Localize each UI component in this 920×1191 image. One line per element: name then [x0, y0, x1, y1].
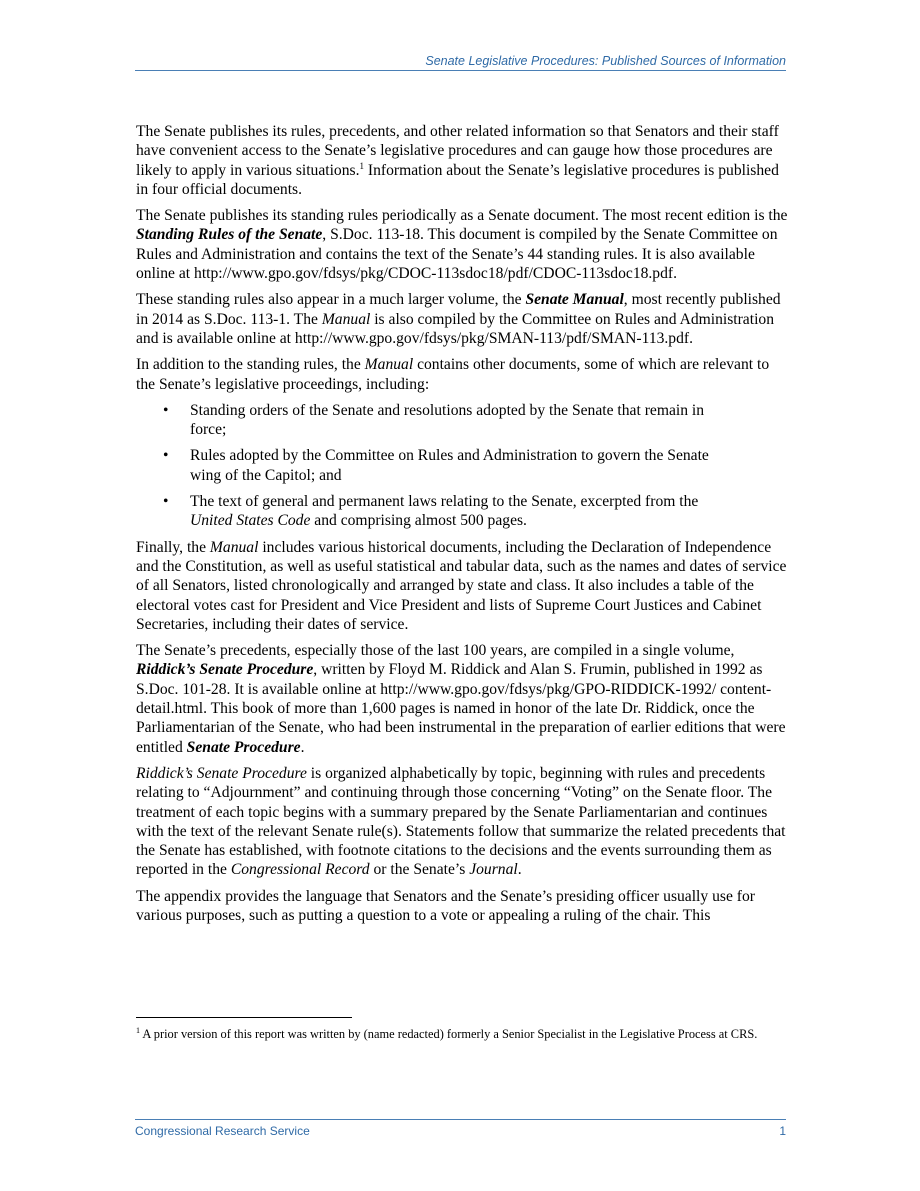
- bullet-text-a: The text of general and permanent laws relating to the Senate, excerpted from the: [190, 493, 699, 511]
- main-content: [136, 122, 788, 932]
- standing-rules-title: Standing Rules of the Senate: [136, 226, 323, 244]
- bullet-icon: •: [163, 493, 169, 511]
- p4-text-a: In addition to the standing rules, the: [136, 356, 365, 374]
- bullet-list: [136, 401, 788, 531]
- riddick-italic: Riddick’s Senate Procedure: [136, 764, 307, 782]
- usc-italic: United States Code: [190, 512, 311, 530]
- journal-italic: Journal: [469, 861, 518, 879]
- footnote-number: 1: [136, 1026, 140, 1035]
- p6-text-c: .: [300, 738, 305, 756]
- riddick-title: Riddick’s Senate Procedure: [136, 661, 314, 679]
- p7-text-a: is organized alphabetically by topic, beginning with rules and precedents relating to “Adjournment” and continuing through those concerning “Voting” on the Senate floor. The treatment of each topic begins with a summary prepared by the Senate Parliamentarian and continues with the text of the relevant Senate rule(s). Statements follow that summarize the related precedents that the Senate has established, with footnote citations to the decisions and the events surrounding them as reported in the: [136, 764, 786, 879]
- list-item: [136, 401, 788, 440]
- p1-text-a: The Senate publishes its rules, precedents, and other related information so that Senators and their staff have convenient access to the Senate’s legislative procedures and can gauge how those procedures are likely to apply in various situations.: [136, 123, 779, 179]
- p2-text-a: The Senate publishes its standing rules periodically as a Senate document. The most recent edition is the: [136, 207, 788, 225]
- manual-italic: Manual: [364, 356, 414, 374]
- list-item: [136, 492, 788, 531]
- paragraph-intro: [136, 122, 788, 199]
- p5-text-a: Finally, the: [136, 538, 210, 556]
- paragraph-precedents: [136, 641, 788, 757]
- running-title: Senate Legislative Procedures: Published Sources of Information: [425, 54, 786, 68]
- senate-manual-title: Senate Manual: [525, 291, 624, 309]
- congressional-record-italic: Congressional Record: [230, 861, 370, 879]
- p6-text-a: The Senate’s precedents, especially those of the last 100 years, are compiled in a single volume,: [136, 642, 735, 660]
- manual-italic: Manual: [209, 538, 259, 556]
- bullet-icon: •: [163, 447, 169, 465]
- paragraph-appendix: The appendix provides the language that Senators and the Senate’s presiding officer usually use for various purposes, such as putting a question to a vote or appealing a ruling of the chair. This: [136, 887, 755, 924]
- p3-text-a: These standing rules also appear in a much larger volume, the: [136, 291, 526, 309]
- manual-italic: Manual: [321, 310, 371, 328]
- bullet-icon: •: [163, 401, 169, 419]
- paragraph-manual-contents: [136, 355, 788, 394]
- p1-text-b: Information about the Senate’s legislative procedures is published in four official documents.: [136, 161, 779, 198]
- footer-publisher: Congressional Research Service: [135, 1124, 310, 1138]
- list-item: [136, 446, 788, 485]
- footnote-ref[interactable]: 1: [359, 160, 364, 171]
- p7-text-b: or the Senate’s: [369, 861, 470, 879]
- p5-text-b: includes various historical documents, including the Declaration of Independence and the Constitution, as well as useful statistical and tabular data, such as the names and dates of service of all Senators, listed chronologically and arranged by state and class. It also includes a table of the electoral votes cast for President and Vice President and lists of Supreme Court Justices and Cabinet Secretaries, including their dates of service.: [136, 538, 787, 633]
- running-header: [135, 54, 786, 71]
- senate-procedure-title: Senate Procedure: [186, 738, 301, 756]
- paragraph-historical: [136, 538, 788, 634]
- bullet-text: Rules adopted by the Committee on Rules and Administration to govern the Senate wing of the Capitol; and: [190, 447, 709, 484]
- footnote-divider: [136, 1017, 352, 1018]
- page-footer: [135, 1119, 786, 1138]
- bullet-text: Standing orders of the Senate and resolutions adopted by the Senate that remain in force;: [190, 401, 705, 439]
- paragraph-standing-rules: [136, 206, 788, 283]
- page-number: 1: [779, 1124, 786, 1138]
- p2-text-b: , S.Doc. 113-18. This document is compiled by the Senate Committee on Rules and Administration and contains the text of the Senate’s 44 standing rules. It is also available online at http://www.gpo.gov/fdsys/pkg/CDOC-113sdoc18/pdf/CDOC-113sdoc18.pdf.: [136, 226, 778, 283]
- p7-text-c: .: [517, 861, 522, 879]
- footnote: [136, 1027, 786, 1043]
- paragraph-organization: [136, 764, 788, 880]
- paragraph-senate-manual: [136, 290, 788, 348]
- bullet-text-b: and comprising almost 500 pages.: [310, 512, 527, 530]
- footnote-text: A prior version of this report was written by (name redacted) formerly a Senior Specialist in the Legislative Process at CRS.: [140, 1027, 758, 1041]
- p6-text-b: , written by Floyd M. Riddick and Alan S. Frumin, published in 1992 as S.Doc. 101-28. It is available online at http://www.gpo.gov/fdsys/pkg/GPO-RIDDICK-1992/ content-detail.html. This book of more than 1,600 pages is named in honor of the late Dr. Riddick, once the Parliamentarian of the Senate, who had been instrumental in the preparation of earlier editions that were entitled: [136, 661, 786, 756]
- p3-text-c: is also compiled by the Committee on Rules and Administration and is available online at http://www.gpo.gov/fdsys/pkg/SMAN-113/pdf/SMAN-113.pdf.: [136, 310, 774, 347]
- p4-text-b: contains other documents, some of which are relevant to the Senate’s legislative proceedings, including:: [136, 356, 770, 393]
- p3-text-b: , most recently published in 2014 as S.Doc. 113-1. The: [136, 291, 781, 328]
